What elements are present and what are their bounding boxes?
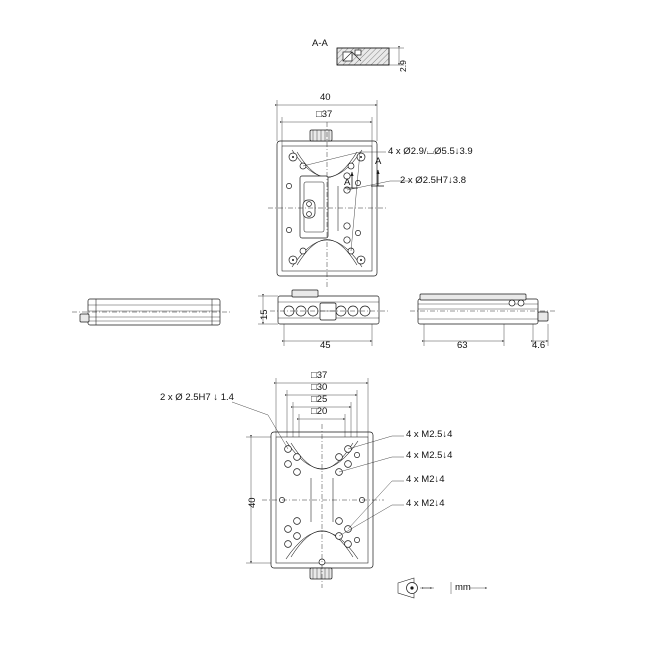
bottom-view-dim-30: □30 — [311, 382, 328, 393]
bottom-view-height-dim: 40 — [247, 497, 258, 508]
front-view-height-dim: 15 — [259, 309, 270, 320]
section-mark-a-left: A — [344, 177, 351, 188]
top-view-callout-counterbore: 4 x Ø2.9/⌴Ø5.5↓3.9 — [388, 146, 473, 157]
front-side-view-geometry — [258, 290, 388, 346]
bottom-view-callout-3: 4 x M2↓4 — [406, 474, 445, 485]
unit-label-mm: mm — [455, 582, 471, 593]
section-aa-geometry — [337, 48, 389, 65]
top-view-callout-dowel: 2 x Ø2.5H7↓3.8 — [400, 175, 467, 186]
front-view-length-dim: 45 — [320, 340, 331, 351]
left-side-view-geometry — [72, 299, 232, 325]
unit-legend-icon — [398, 578, 487, 598]
bottom-view-callout-1: 4 x M2.5↓4 — [406, 429, 453, 440]
section-mark-a-right: A — [375, 156, 382, 167]
top-view-width-dim: 40 — [320, 92, 331, 103]
bottom-view-callout-4: 4 x M2↓4 — [406, 498, 445, 509]
bottom-view-callout-2: 4 x M2.5↓4 — [406, 450, 453, 461]
top-view-square-dim: □37 — [316, 109, 333, 120]
right-side-view-geometry — [410, 294, 556, 346]
bottom-view-left-callout: 2 x Ø 2.5H7 ↓ 1.4 — [160, 392, 234, 403]
section-label-aa: A-A — [312, 38, 328, 49]
right-view-offset-dim: 4.6 — [532, 340, 546, 351]
section-depth-dim: 2.9 — [398, 60, 408, 72]
bottom-view-dim-37: □37 — [311, 370, 328, 381]
bottom-view-dim-20: □20 — [311, 406, 328, 417]
top-view-geometry — [268, 122, 388, 288]
bottom-view-geometry — [262, 424, 384, 588]
right-view-length-dim: 63 — [457, 340, 468, 351]
bottom-view-dim-25: □25 — [311, 394, 328, 405]
